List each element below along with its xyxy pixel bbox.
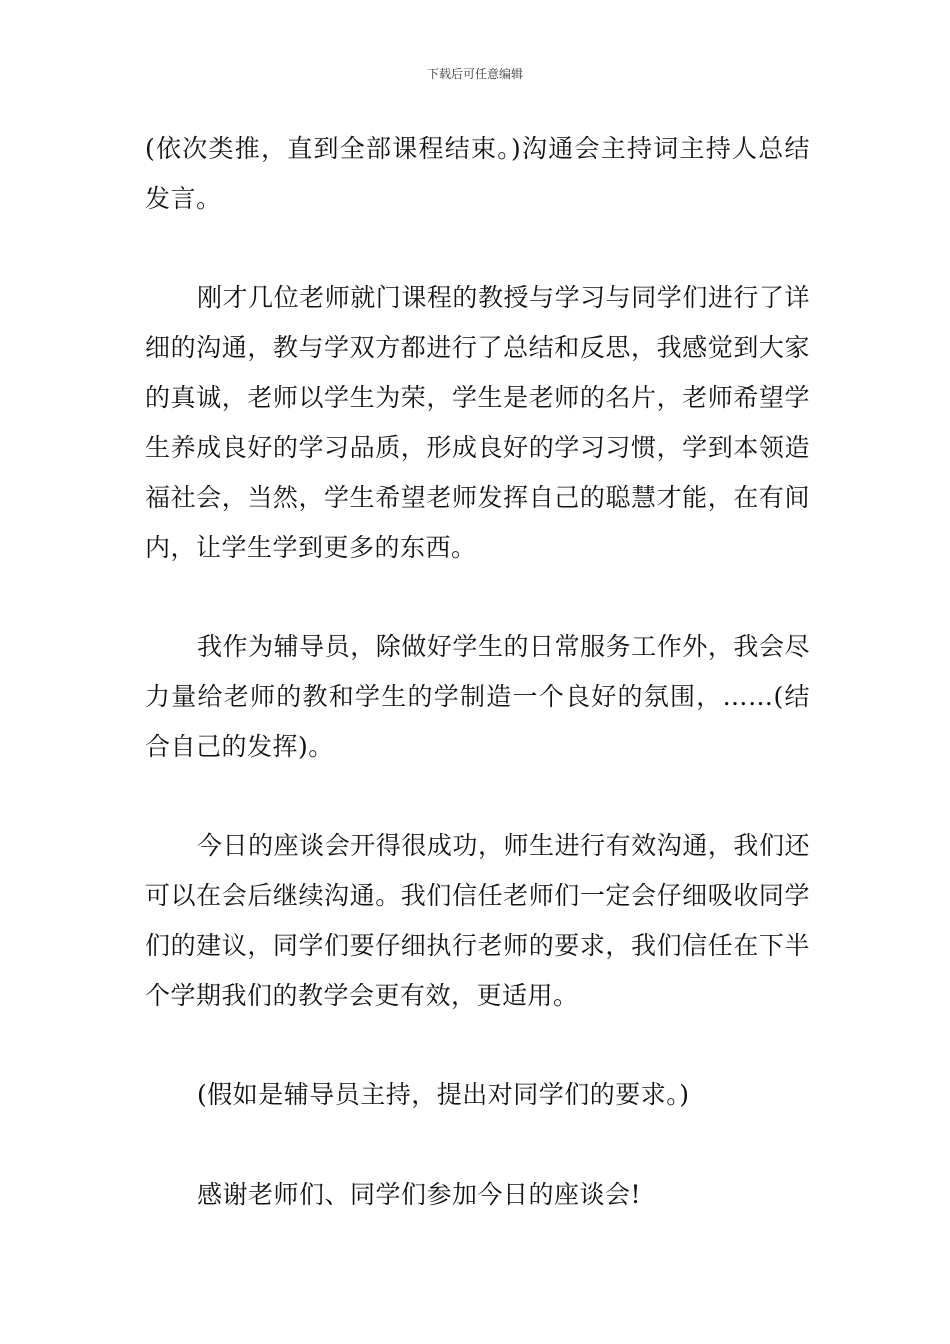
page-header: 下载后可任意编辑 bbox=[426, 67, 523, 81]
paragraph-counselor-note: (假如是辅导员主持，提出对同学们的要求。) bbox=[197, 1080, 690, 1109]
paragraph-summary: 刚才几位老师就门课程的教授与学习与同学们进行了详细的沟通，教与学双方都进行了总结和反思，我感觉到大家的真诚，老师以学生为荣，学生是老师的名片，老师希望学生养成良好的学习品质，形成良好的学习习惯，学到本领造福社会，当然，学生希望老师发挥自己的聪慧才能，在有间内，让学生学到更多的东西。 bbox=[145, 283, 810, 562]
paragraph-meeting-success: 今日的座谈会开得很成功，师生进行有效沟通，我们还可以在会后继续沟通。我们信任老师们一定会仔细吸收同学们的建议，同学们要仔细执行老师的要求，我们信任在下半个学期我们的教学会更有效，更适用。 bbox=[145, 831, 810, 1010]
paragraph-thanks: 感谢老师们、同学们参加今日的座谈会! bbox=[197, 1180, 642, 1209]
paragraph-closing-note: (依次类推，直到全部课程结束。)沟通会主持词主持人总结发言。 bbox=[145, 134, 810, 213]
paragraph-counselor-role: 我作为辅导员，除做好学生的日常服务工作外，我会尽力量给老师的教和学生的学制造一个良好的氛围，……(结合自己的发挥)。 bbox=[145, 632, 810, 761]
